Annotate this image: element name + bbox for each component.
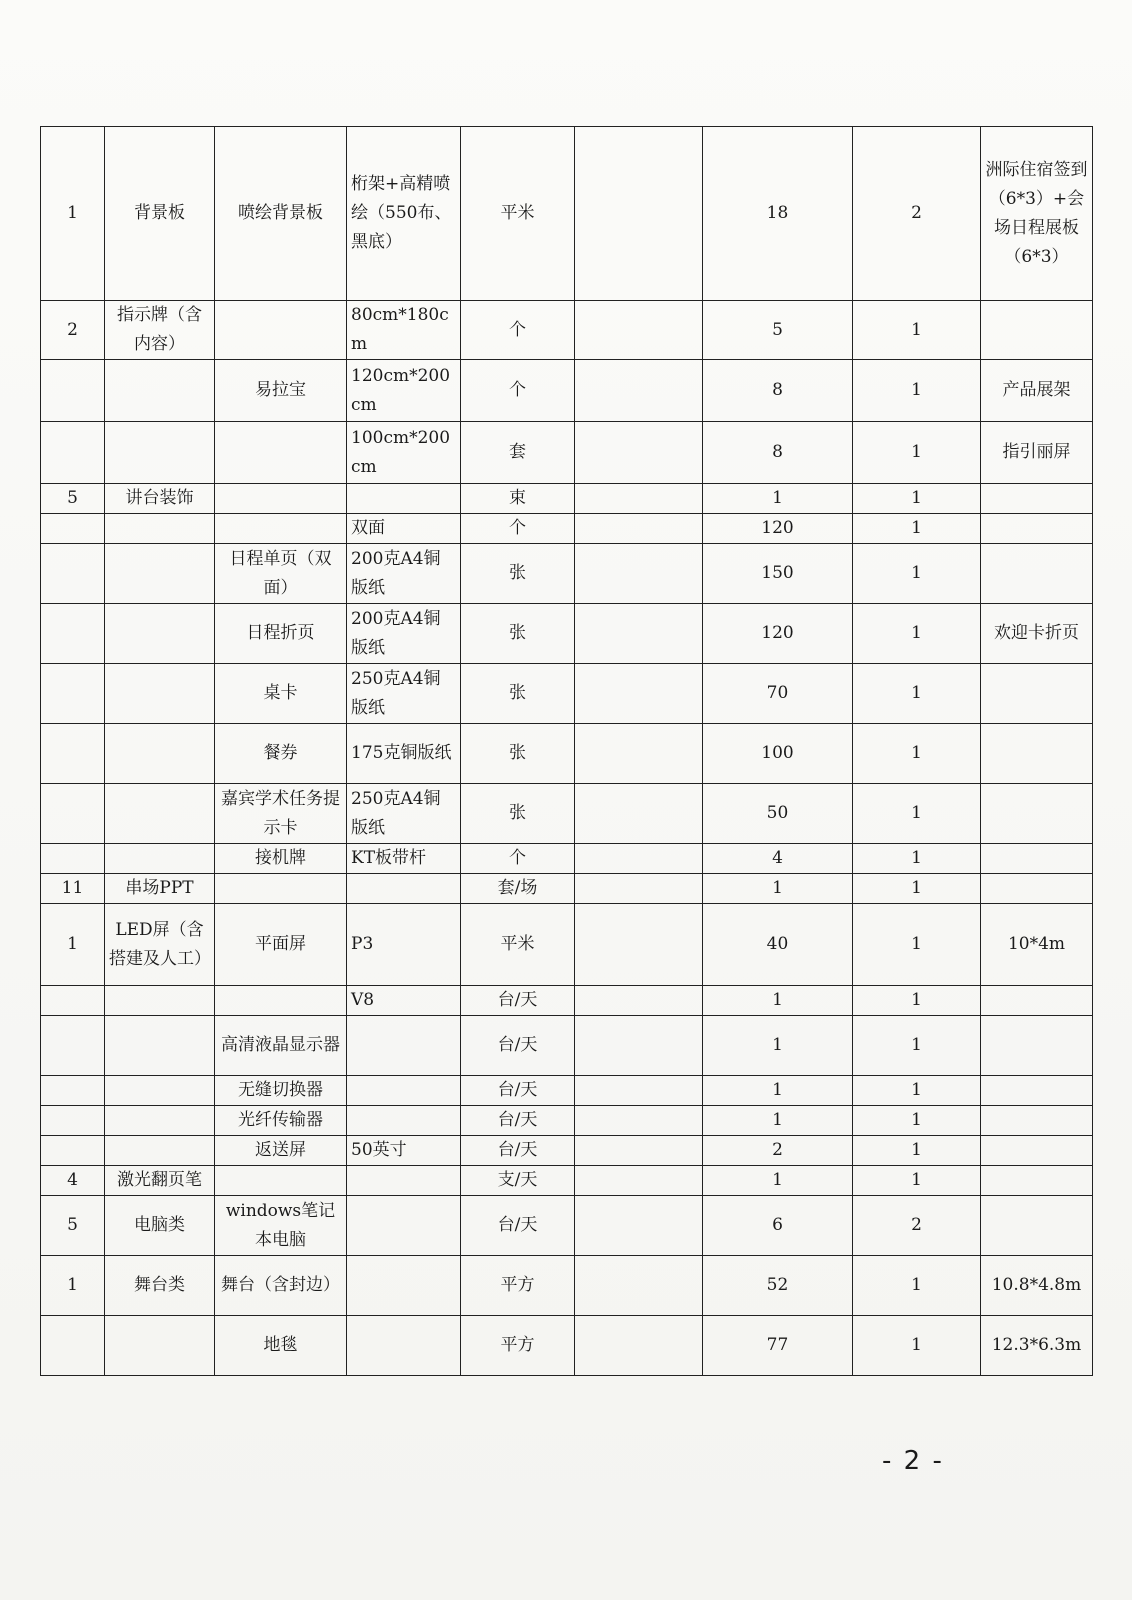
item-type-cell: windows笔记本电脑	[215, 1196, 347, 1256]
quote-table	[40, 126, 1093, 1376]
note-cell	[981, 1016, 1093, 1076]
table-row	[41, 422, 1093, 484]
quantity-cell: 1	[703, 986, 853, 1016]
item-name-cell	[105, 1016, 215, 1076]
row-number-cell: 2	[41, 301, 105, 360]
price-cell	[575, 422, 703, 484]
days-cell: 1	[853, 986, 981, 1016]
unit-cell: 张	[461, 604, 575, 664]
quantity-cell: 1	[703, 1106, 853, 1136]
item-type-cell: 桌卡	[215, 664, 347, 724]
price-cell	[575, 127, 703, 301]
item-name-cell	[105, 986, 215, 1016]
quantity-cell: 6	[703, 1196, 853, 1256]
note-cell	[981, 844, 1093, 874]
days-cell: 1	[853, 904, 981, 986]
table-row	[41, 127, 1093, 301]
row-number-cell	[41, 986, 105, 1016]
unit-cell: 平方	[461, 1316, 575, 1376]
item-name-cell	[105, 784, 215, 844]
quote-table-container	[40, 126, 1092, 1376]
item-type-cell: 舞台（含封边）	[215, 1256, 347, 1316]
spec-cell: 200克A4铜版纸	[347, 604, 461, 664]
price-cell	[575, 360, 703, 422]
unit-cell: 套	[461, 422, 575, 484]
item-type-cell	[215, 986, 347, 1016]
row-number-cell	[41, 664, 105, 724]
unit-cell: 个	[461, 360, 575, 422]
spec-cell	[347, 1076, 461, 1106]
item-name-cell	[105, 1106, 215, 1136]
item-type-cell: 嘉宾学术任务提示卡	[215, 784, 347, 844]
unit-cell: 台/天	[461, 1106, 575, 1136]
spec-cell: 100cm*200cm	[347, 422, 461, 484]
table-row	[41, 301, 1093, 360]
spec-cell: 120cm*200cm	[347, 360, 461, 422]
note-cell	[981, 1136, 1093, 1166]
item-name-cell	[105, 422, 215, 484]
price-cell	[575, 484, 703, 514]
days-cell: 1	[853, 724, 981, 784]
table-row	[41, 1256, 1093, 1316]
quantity-cell: 40	[703, 904, 853, 986]
spec-cell: 175克铜版纸	[347, 724, 461, 784]
quantity-cell: 2	[703, 1136, 853, 1166]
table-row	[41, 604, 1093, 664]
price-cell	[575, 1166, 703, 1196]
row-number-cell	[41, 604, 105, 664]
row-number-cell	[41, 1316, 105, 1376]
spec-cell: 250克A4铜版纸	[347, 784, 461, 844]
table-row	[41, 1076, 1093, 1106]
days-cell: 1	[853, 1076, 981, 1106]
row-number-cell	[41, 1016, 105, 1076]
quote-table-body	[41, 127, 1093, 1376]
item-type-cell	[215, 301, 347, 360]
row-number-cell: 1	[41, 127, 105, 301]
item-name-cell	[105, 1316, 215, 1376]
item-type-cell: 地毯	[215, 1316, 347, 1376]
row-number-cell	[41, 514, 105, 544]
unit-cell: 套/场	[461, 874, 575, 904]
quantity-cell: 70	[703, 664, 853, 724]
price-cell	[575, 724, 703, 784]
days-cell: 1	[853, 301, 981, 360]
unit-cell: 个	[461, 301, 575, 360]
days-cell: 1	[853, 844, 981, 874]
unit-cell: 台/天	[461, 1136, 575, 1166]
unit-cell: 台/天	[461, 1016, 575, 1076]
table-row	[41, 664, 1093, 724]
item-name-cell	[105, 604, 215, 664]
table-row	[41, 544, 1093, 604]
days-cell: 2	[853, 1196, 981, 1256]
quantity-cell: 4	[703, 844, 853, 874]
item-type-cell: 光纤传输器	[215, 1106, 347, 1136]
item-type-cell	[215, 484, 347, 514]
item-type-cell	[215, 422, 347, 484]
price-cell	[575, 1256, 703, 1316]
days-cell: 1	[853, 1166, 981, 1196]
item-name-cell: LED屏（含搭建及人工）	[105, 904, 215, 986]
quantity-cell: 1	[703, 484, 853, 514]
unit-cell: 台/天	[461, 986, 575, 1016]
row-number-cell: 4	[41, 1166, 105, 1196]
note-cell	[981, 514, 1093, 544]
item-name-cell	[105, 1136, 215, 1166]
price-cell	[575, 1196, 703, 1256]
price-cell	[575, 544, 703, 604]
note-cell	[981, 1166, 1093, 1196]
table-row	[41, 1166, 1093, 1196]
note-cell	[981, 1076, 1093, 1106]
note-cell	[981, 1106, 1093, 1136]
table-row	[41, 784, 1093, 844]
table-row	[41, 874, 1093, 904]
item-name-cell: 激光翻页笔	[105, 1166, 215, 1196]
table-row	[41, 1196, 1093, 1256]
spec-cell: KT板带杆	[347, 844, 461, 874]
row-number-cell: 5	[41, 1196, 105, 1256]
quantity-cell: 50	[703, 784, 853, 844]
item-name-cell: 舞台类	[105, 1256, 215, 1316]
item-type-cell	[215, 1166, 347, 1196]
item-name-cell	[105, 1076, 215, 1106]
row-number-cell	[41, 724, 105, 784]
item-type-cell: 易拉宝	[215, 360, 347, 422]
quantity-cell: 8	[703, 360, 853, 422]
unit-cell: 支/天	[461, 1166, 575, 1196]
table-row	[41, 1316, 1093, 1376]
note-cell: 指引丽屏	[981, 422, 1093, 484]
item-name-cell	[105, 360, 215, 422]
price-cell	[575, 784, 703, 844]
price-cell	[575, 514, 703, 544]
spec-cell: 双面	[347, 514, 461, 544]
row-number-cell	[41, 360, 105, 422]
unit-cell: 台/天	[461, 1196, 575, 1256]
price-cell	[575, 1316, 703, 1376]
item-type-cell: 接机牌	[215, 844, 347, 874]
item-type-cell: 喷绘背景板	[215, 127, 347, 301]
price-cell	[575, 1106, 703, 1136]
unit-cell: 个	[461, 844, 575, 874]
table-row	[41, 1136, 1093, 1166]
row-number-cell	[41, 1106, 105, 1136]
item-name-cell	[105, 724, 215, 784]
item-name-cell: 背景板	[105, 127, 215, 301]
unit-cell: 平米	[461, 127, 575, 301]
spec-cell: 200克A4铜版纸	[347, 544, 461, 604]
spec-cell: 桁架+高精喷绘（550布、黑底）	[347, 127, 461, 301]
table-row	[41, 1106, 1093, 1136]
days-cell: 1	[853, 604, 981, 664]
row-number-cell	[41, 844, 105, 874]
unit-cell: 平方	[461, 1256, 575, 1316]
note-cell	[981, 544, 1093, 604]
row-number-cell	[41, 1076, 105, 1106]
days-cell: 1	[853, 484, 981, 514]
unit-cell: 个	[461, 514, 575, 544]
days-cell: 1	[853, 514, 981, 544]
days-cell: 1	[853, 664, 981, 724]
item-name-cell	[105, 844, 215, 874]
item-name-cell: 电脑类	[105, 1196, 215, 1256]
note-cell: 欢迎卡折页	[981, 604, 1093, 664]
price-cell	[575, 1016, 703, 1076]
price-cell	[575, 986, 703, 1016]
note-cell: 10.8*4.8m	[981, 1256, 1093, 1316]
row-number-cell: 11	[41, 874, 105, 904]
spec-cell	[347, 1196, 461, 1256]
days-cell: 1	[853, 1256, 981, 1316]
item-name-cell: 串场PPT	[105, 874, 215, 904]
quantity-cell: 1	[703, 1016, 853, 1076]
item-type-cell: 无缝切换器	[215, 1076, 347, 1106]
table-row	[41, 986, 1093, 1016]
spec-cell	[347, 1256, 461, 1316]
item-type-cell: 返送屏	[215, 1136, 347, 1166]
note-cell	[981, 784, 1093, 844]
row-number-cell	[41, 1136, 105, 1166]
spec-cell: V8	[347, 986, 461, 1016]
quantity-cell: 8	[703, 422, 853, 484]
spec-cell	[347, 1016, 461, 1076]
note-cell: 12.3*6.3m	[981, 1316, 1093, 1376]
quantity-cell: 52	[703, 1256, 853, 1316]
note-cell	[981, 1196, 1093, 1256]
unit-cell: 平米	[461, 904, 575, 986]
days-cell: 1	[853, 1106, 981, 1136]
price-cell	[575, 844, 703, 874]
table-row	[41, 904, 1093, 986]
unit-cell: 台/天	[461, 1076, 575, 1106]
row-number-cell: 1	[41, 1256, 105, 1316]
days-cell: 1	[853, 1316, 981, 1376]
table-row	[41, 1016, 1093, 1076]
spec-cell	[347, 1316, 461, 1376]
page-number: - 2 -	[882, 1446, 944, 1476]
quantity-cell: 5	[703, 301, 853, 360]
spec-cell	[347, 874, 461, 904]
spec-cell	[347, 1166, 461, 1196]
days-cell: 1	[853, 1016, 981, 1076]
unit-cell: 束	[461, 484, 575, 514]
days-cell: 1	[853, 1136, 981, 1166]
item-type-cell: 平面屏	[215, 904, 347, 986]
price-cell	[575, 301, 703, 360]
table-row	[41, 724, 1093, 784]
days-cell: 1	[853, 874, 981, 904]
spec-cell	[347, 484, 461, 514]
row-number-cell	[41, 544, 105, 604]
note-cell	[981, 664, 1093, 724]
spec-cell	[347, 1106, 461, 1136]
days-cell: 1	[853, 422, 981, 484]
note-cell: 10*4m	[981, 904, 1093, 986]
item-type-cell: 餐券	[215, 724, 347, 784]
note-cell	[981, 724, 1093, 784]
quantity-cell: 100	[703, 724, 853, 784]
row-number-cell: 1	[41, 904, 105, 986]
note-cell	[981, 986, 1093, 1016]
row-number-cell	[41, 784, 105, 844]
spec-cell: 80cm*180cm	[347, 301, 461, 360]
note-cell	[981, 484, 1093, 514]
spec-cell: 250克A4铜版纸	[347, 664, 461, 724]
quantity-cell: 120	[703, 514, 853, 544]
quantity-cell: 18	[703, 127, 853, 301]
price-cell	[575, 664, 703, 724]
quantity-cell: 1	[703, 874, 853, 904]
item-type-cell	[215, 514, 347, 544]
note-cell	[981, 301, 1093, 360]
spec-cell: 50英寸	[347, 1136, 461, 1166]
item-name-cell	[105, 514, 215, 544]
price-cell	[575, 904, 703, 986]
item-type-cell	[215, 874, 347, 904]
unit-cell: 张	[461, 664, 575, 724]
price-cell	[575, 1136, 703, 1166]
quantity-cell: 120	[703, 604, 853, 664]
note-cell: 洲际住宿签到（6*3）+会场日程展板（6*3）	[981, 127, 1093, 301]
quantity-cell: 77	[703, 1316, 853, 1376]
spec-cell: P3	[347, 904, 461, 986]
quantity-cell: 150	[703, 544, 853, 604]
note-cell: 产品展架	[981, 360, 1093, 422]
days-cell: 2	[853, 127, 981, 301]
days-cell: 1	[853, 544, 981, 604]
days-cell: 1	[853, 360, 981, 422]
price-cell	[575, 604, 703, 664]
item-type-cell: 日程折页	[215, 604, 347, 664]
item-name-cell	[105, 664, 215, 724]
quantity-cell: 1	[703, 1076, 853, 1106]
item-name-cell: 指示牌（含内容）	[105, 301, 215, 360]
price-cell	[575, 1076, 703, 1106]
table-row	[41, 514, 1093, 544]
item-type-cell: 日程单页（双面）	[215, 544, 347, 604]
days-cell: 1	[853, 784, 981, 844]
item-name-cell	[105, 544, 215, 604]
note-cell	[981, 874, 1093, 904]
price-cell	[575, 874, 703, 904]
unit-cell: 张	[461, 544, 575, 604]
unit-cell: 张	[461, 724, 575, 784]
row-number-cell: 5	[41, 484, 105, 514]
table-row	[41, 360, 1093, 422]
quantity-cell: 1	[703, 1166, 853, 1196]
unit-cell: 张	[461, 784, 575, 844]
row-number-cell	[41, 422, 105, 484]
table-row	[41, 844, 1093, 874]
table-row	[41, 484, 1093, 514]
item-type-cell: 高清液晶显示器	[215, 1016, 347, 1076]
item-name-cell: 讲台装饰	[105, 484, 215, 514]
